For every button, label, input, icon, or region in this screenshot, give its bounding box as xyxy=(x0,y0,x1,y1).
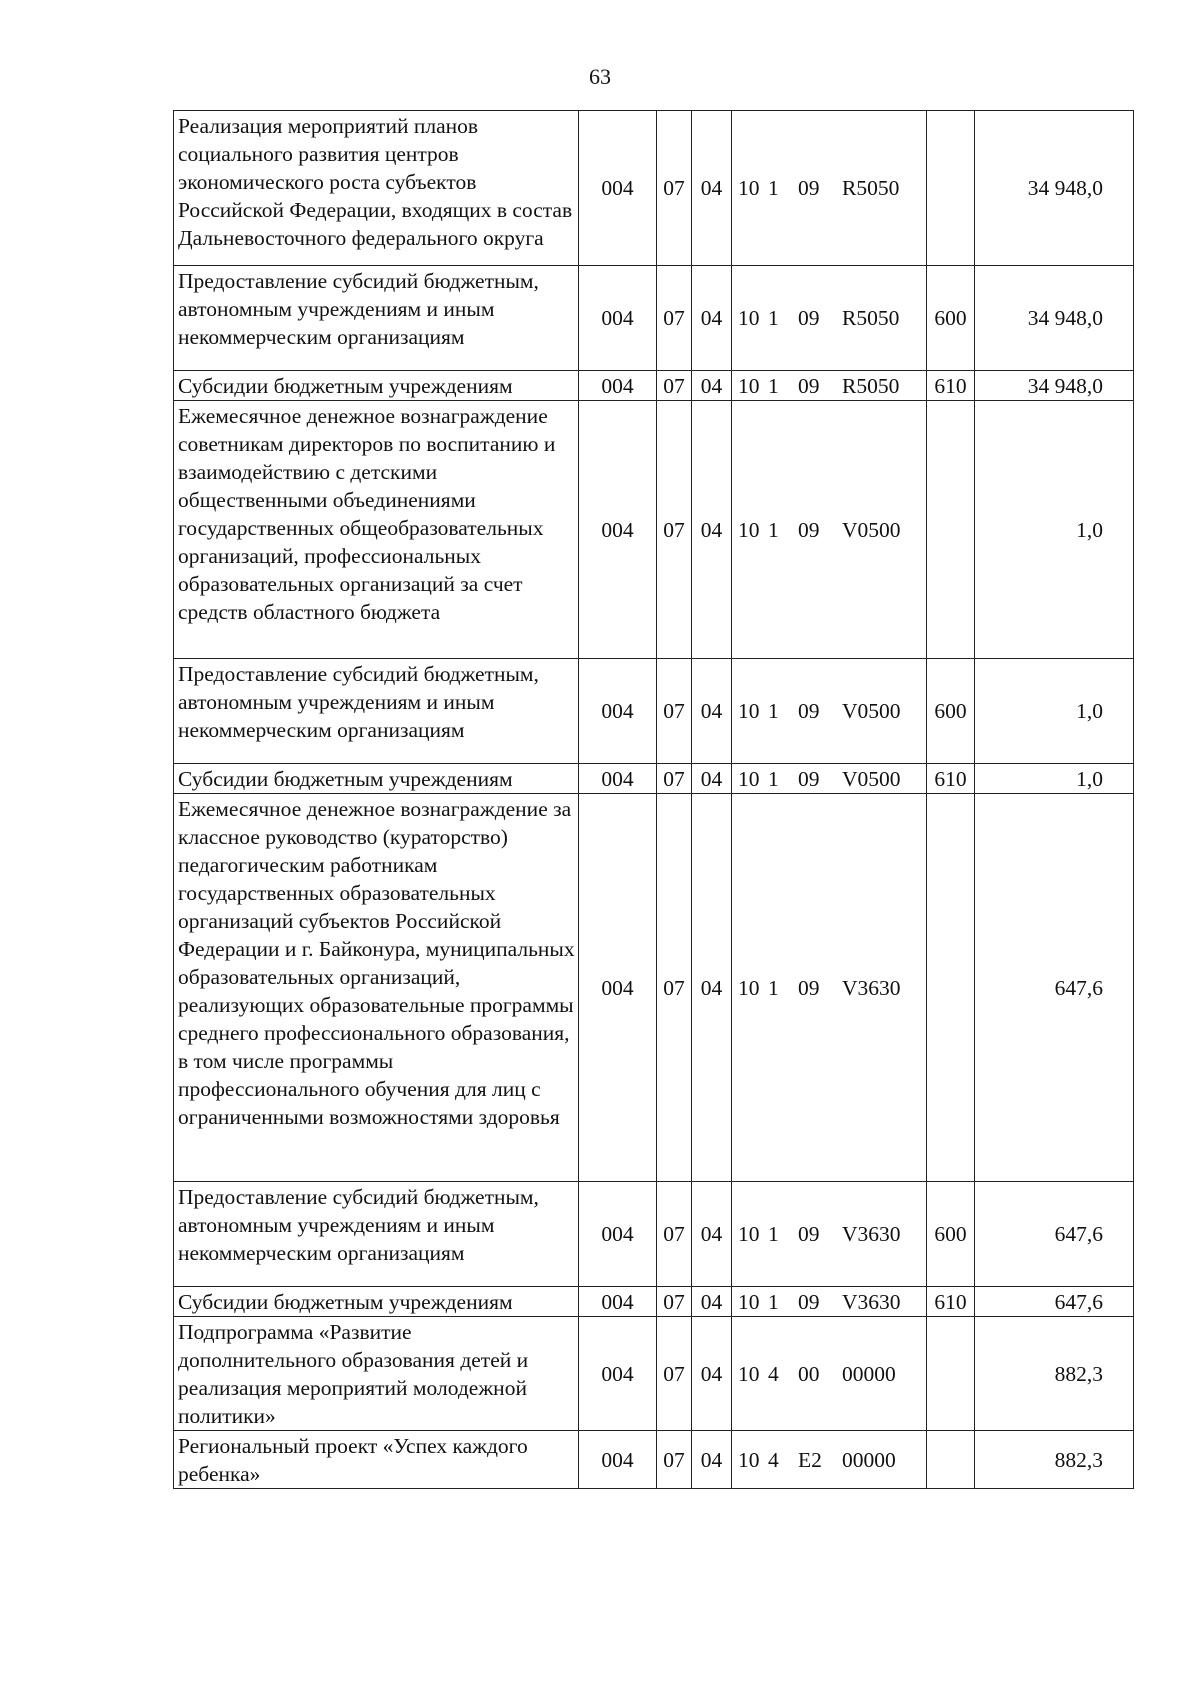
section-code-cell: 07 xyxy=(657,1182,692,1287)
expense-type-cell xyxy=(927,111,975,266)
expense-type-cell: 600 xyxy=(927,659,975,764)
expense-type-cell: 610 xyxy=(927,764,975,794)
subsection-code-cell: 04 xyxy=(692,1317,732,1431)
ministry-code-cell: 004 xyxy=(579,1431,657,1489)
expense-type-cell xyxy=(927,1317,975,1431)
direction-code: V3630 xyxy=(842,1222,901,1246)
section-code-cell: 07 xyxy=(657,111,692,266)
table-row xyxy=(174,659,1134,764)
amount-cell: 34 948,0 xyxy=(975,266,1134,371)
row-name-cell: Ежемесячное денежное вознаграждение за классное руководство (кураторство) педагогическим работникам государственных образовательных организаций субъектов Российской Федерации и г. Байконура, муниципальных образовательных организаций, реализующих образовательные программы среднего профессионального образования, в том числе программы профессионального обучения для лиц с ограниченными возможностями здоровья xyxy=(174,794,579,1182)
row-name-cell: Субсидии бюджетным учреждениям xyxy=(174,371,579,401)
expense-type-cell: 610 xyxy=(927,1287,975,1317)
subprogram-code: 1 xyxy=(768,306,779,330)
section-code-cell: 07 xyxy=(657,401,692,659)
main-event-code: 09 xyxy=(798,306,820,330)
row-name-cell: Субсидии бюджетным учреждениям xyxy=(174,1287,579,1317)
amount-cell: 882,3 xyxy=(975,1431,1134,1489)
main-event-code: 09 xyxy=(798,517,820,542)
subsection-code-cell: 04 xyxy=(692,1182,732,1287)
program-code: 10 xyxy=(738,517,760,542)
subsection-code-cell: 04 xyxy=(692,764,732,794)
target-article-cell xyxy=(732,401,927,659)
table-row xyxy=(174,794,1134,1182)
amount-cell: 647,6 xyxy=(975,1182,1134,1287)
target-article-cell xyxy=(732,266,927,371)
ministry-code-cell: 004 xyxy=(579,111,657,266)
subsection-code-cell: 04 xyxy=(692,794,732,1182)
table-row xyxy=(174,266,1134,371)
amount-cell: 1,0 xyxy=(975,764,1134,794)
subsection-code-cell: 04 xyxy=(692,401,732,659)
main-event-code: 09 xyxy=(798,1222,820,1246)
main-event-code: E2 xyxy=(798,1447,822,1472)
direction-code: V0500 xyxy=(842,766,901,791)
subprogram-code: 1 xyxy=(768,699,779,723)
target-article-cell xyxy=(732,371,927,401)
ministry-code-cell: 004 xyxy=(579,401,657,659)
ministry-code-cell: 004 xyxy=(579,1182,657,1287)
expense-type-cell xyxy=(927,401,975,659)
target-article-cell xyxy=(732,1317,927,1431)
table-row xyxy=(174,764,1134,794)
program-code: 10 xyxy=(738,1289,760,1314)
section-code-cell: 07 xyxy=(657,1287,692,1317)
subsection-code-cell: 04 xyxy=(692,111,732,266)
subsection-code-cell: 04 xyxy=(692,659,732,764)
amount-cell: 647,6 xyxy=(975,1287,1134,1317)
target-article-cell xyxy=(732,1287,927,1317)
table-row xyxy=(174,371,1134,401)
table-row xyxy=(174,1287,1134,1317)
subprogram-code: 1 xyxy=(768,766,779,791)
program-code: 10 xyxy=(738,306,760,330)
page-number: 63 xyxy=(589,64,611,89)
target-article-cell xyxy=(732,111,927,266)
subprogram-code: 1 xyxy=(768,517,779,542)
row-name-cell: Региональный проект «Успех каждого ребенка» xyxy=(174,1431,579,1489)
subsection-code-cell: 04 xyxy=(692,371,732,401)
amount-cell: 34 948,0 xyxy=(975,111,1134,266)
amount-cell: 882,3 xyxy=(975,1317,1134,1431)
ministry-code-cell: 004 xyxy=(579,371,657,401)
program-code: 10 xyxy=(738,1361,760,1386)
main-event-code: 09 xyxy=(798,1289,820,1314)
ministry-code-cell: 004 xyxy=(579,764,657,794)
ministry-code-cell: 004 xyxy=(579,266,657,371)
section-code-cell: 07 xyxy=(657,794,692,1182)
target-article-cell xyxy=(732,1431,927,1489)
subprogram-code: 4 xyxy=(768,1447,779,1472)
section-code-cell: 07 xyxy=(657,764,692,794)
table-row xyxy=(174,1431,1134,1489)
section-code-cell: 07 xyxy=(657,266,692,371)
amount-cell: 1,0 xyxy=(975,401,1134,659)
expense-type-cell xyxy=(927,794,975,1182)
subprogram-code: 1 xyxy=(768,176,779,200)
main-event-code: 09 xyxy=(798,373,820,398)
program-code: 10 xyxy=(738,373,760,398)
program-code: 10 xyxy=(738,176,760,200)
row-name-cell: Предоставление субсидий бюджетным, автономным учреждениям и иным некоммерческим организациям xyxy=(174,659,579,764)
section-code-cell: 07 xyxy=(657,1431,692,1489)
row-name-cell: Субсидии бюджетным учреждениям xyxy=(174,764,579,794)
direction-code: V0500 xyxy=(842,699,901,723)
amount-cell: 1,0 xyxy=(975,659,1134,764)
table-row xyxy=(174,401,1134,659)
table-row xyxy=(174,111,1134,266)
program-code: 10 xyxy=(738,975,760,1000)
expense-type-cell: 600 xyxy=(927,1182,975,1287)
main-event-code: 09 xyxy=(798,699,820,723)
subprogram-code: 1 xyxy=(768,1222,779,1246)
target-article-cell xyxy=(732,659,927,764)
subprogram-code: 4 xyxy=(768,1361,779,1386)
row-name-cell: Ежемесячное денежное вознаграждение советникам директоров по воспитанию и взаимодействию с детскими общественными объединениями государственных общеобразовательных организаций, профессиональных образовательных организаций за счет средств областного бюджета xyxy=(174,401,579,659)
subprogram-code: 1 xyxy=(768,373,779,398)
target-article-cell xyxy=(732,764,927,794)
row-name-cell: Подпрограмма «Развитие дополнительного образования детей и реализация мероприятий молодежной политики» xyxy=(174,1317,579,1431)
direction-code: V3630 xyxy=(842,1289,901,1314)
subsection-code-cell: 04 xyxy=(692,266,732,371)
ministry-code-cell: 004 xyxy=(579,794,657,1182)
direction-code: V3630 xyxy=(842,975,901,1000)
program-code: 10 xyxy=(738,699,760,723)
direction-code: V0500 xyxy=(842,517,901,542)
expense-type-cell xyxy=(927,1431,975,1489)
budget-table xyxy=(173,110,1134,1489)
main-event-code: 09 xyxy=(798,975,820,1000)
expense-type-cell: 610 xyxy=(927,371,975,401)
section-code-cell: 07 xyxy=(657,371,692,401)
subsection-code-cell: 04 xyxy=(692,1431,732,1489)
amount-cell: 647,6 xyxy=(975,794,1134,1182)
ministry-code-cell: 004 xyxy=(579,1317,657,1431)
table-row xyxy=(174,1182,1134,1287)
target-article-cell xyxy=(732,794,927,1182)
ministry-code-cell: 004 xyxy=(579,659,657,764)
direction-code: R5050 xyxy=(842,176,900,200)
amount-cell: 34 948,0 xyxy=(975,371,1134,401)
program-code: 10 xyxy=(738,1222,760,1246)
direction-code: 00000 xyxy=(842,1447,896,1472)
direction-code: 00000 xyxy=(842,1361,896,1386)
direction-code: R5050 xyxy=(842,373,900,398)
direction-code: R5050 xyxy=(842,306,900,330)
expense-type-cell: 600 xyxy=(927,266,975,371)
section-code-cell: 07 xyxy=(657,1317,692,1431)
main-event-code: 09 xyxy=(798,176,820,200)
subsection-code-cell: 04 xyxy=(692,1287,732,1317)
section-code-cell: 07 xyxy=(657,659,692,764)
target-article-cell xyxy=(732,1182,927,1287)
subprogram-code: 1 xyxy=(768,1289,779,1314)
row-name-cell: Предоставление субсидий бюджетным, автономным учреждениям и иным некоммерческим организациям xyxy=(174,1182,579,1287)
main-event-code: 00 xyxy=(798,1361,820,1386)
row-name-cell: Предоставление субсидий бюджетным, автономным учреждениям и иным некоммерческим организациям xyxy=(174,266,579,371)
program-code: 10 xyxy=(738,766,760,791)
main-event-code: 09 xyxy=(798,766,820,791)
program-code: 10 xyxy=(738,1447,760,1472)
ministry-code-cell: 004 xyxy=(579,1287,657,1317)
row-name-cell: Реализация мероприятий планов социального развития центров экономического роста субъектов Российской Федерации, входящих в состав Дальневосточного федерального округа xyxy=(174,111,579,266)
table-row xyxy=(174,1317,1134,1431)
subprogram-code: 1 xyxy=(768,975,779,1000)
